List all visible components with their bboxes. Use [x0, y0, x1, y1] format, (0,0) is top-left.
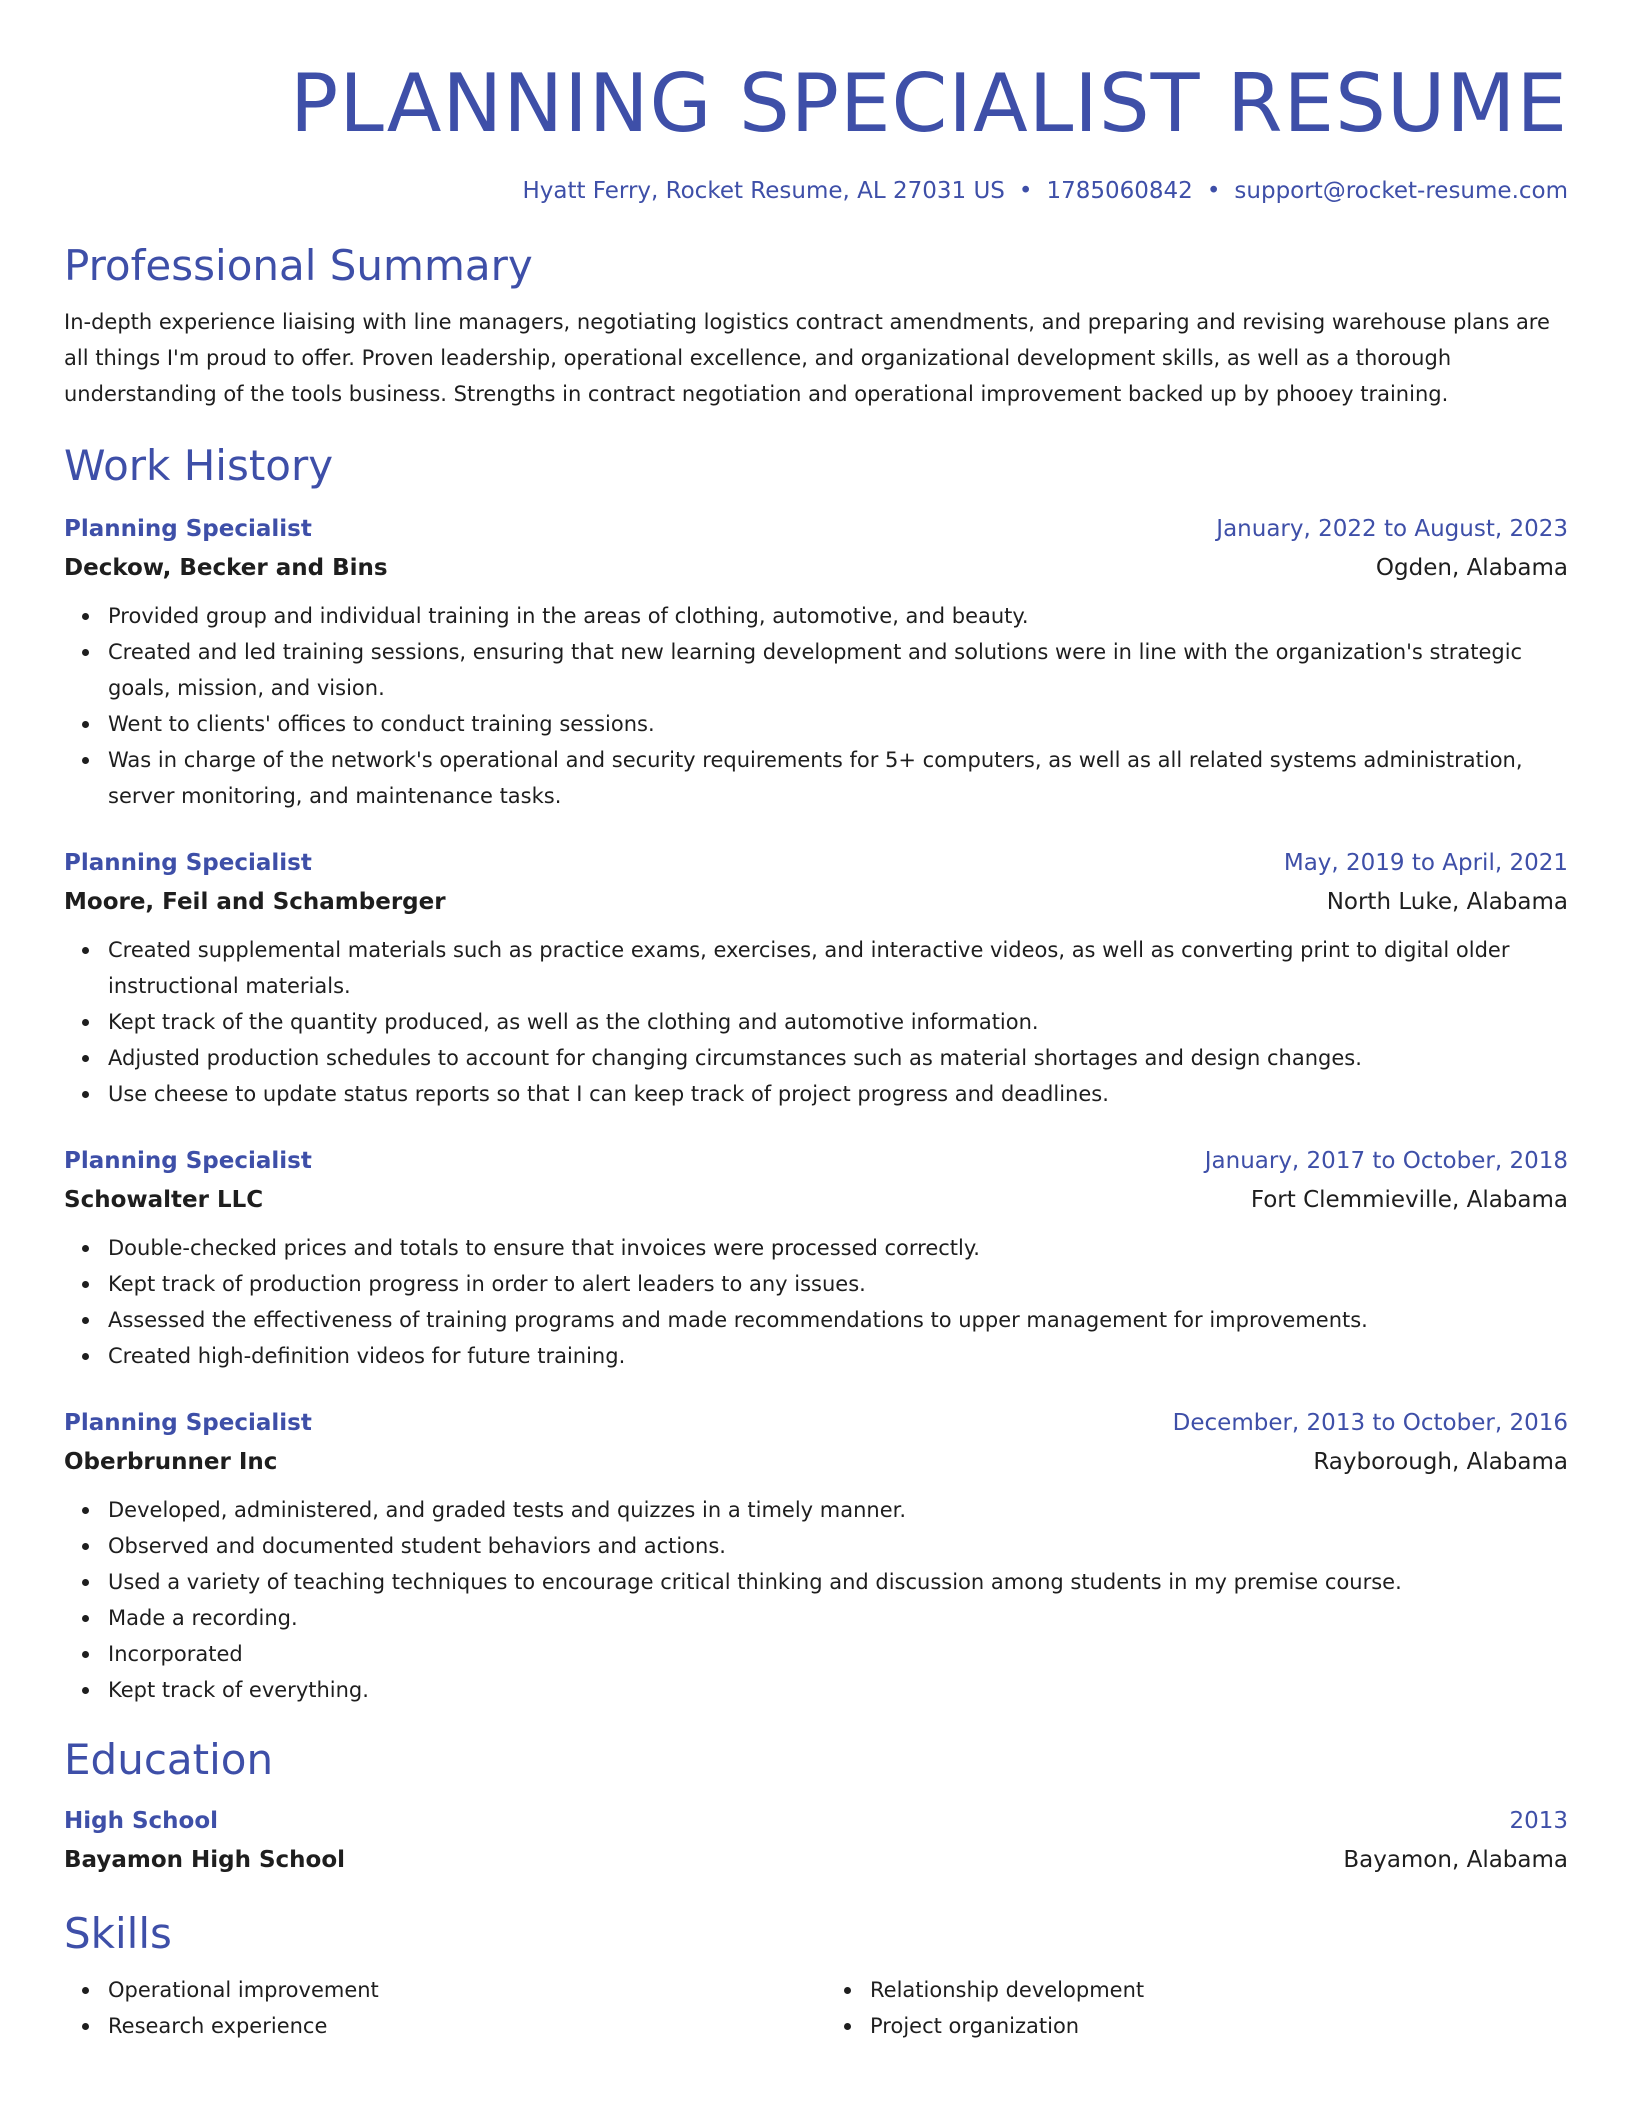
job-bullet: Developed, administered, and graded tests and quizzes in a timely manner. [64, 1492, 1568, 1528]
skills-list [64, 1972, 1568, 2044]
contact-address: Hyatt Ferry, Rocket Resume, AL 27031 US [522, 178, 1005, 204]
education-location: Bayamon, Alabama [1343, 1847, 1568, 1873]
job-entry [64, 846, 1568, 1112]
job-bullet: Created and led training sessions, ensuring that new learning development and solutions were in line with the organization's strategic goals, mission, and vision. [64, 634, 1568, 706]
education-heading: Education [64, 1735, 274, 1784]
job-entry [64, 512, 1568, 814]
job-bullet: Kept track of production progress in order to alert leaders to any issues. [64, 1266, 1568, 1302]
job-location: North Luke, Alabama [1326, 889, 1568, 915]
contact-email: support@rocket-resume.com [1234, 178, 1568, 204]
contact-separator: • [1206, 178, 1221, 204]
job-role: Planning Specialist [64, 1148, 312, 1174]
job-role: Planning Specialist [64, 1410, 312, 1436]
job-bullet: Observed and documented student behaviors and actions. [64, 1528, 1568, 1564]
job-bullet: Created high-definition videos for future training. [64, 1338, 1568, 1374]
job-bullet: Use cheese to update status reports so that I can keep track of project progress and deadlines. [64, 1076, 1568, 1112]
job-bullet: Incorporated [64, 1636, 1568, 1672]
job-bullet: Kept track of the quantity produced, as well as the clothing and automotive information. [64, 1004, 1568, 1040]
job-company: Deckow, Becker and Bins [64, 555, 388, 581]
skills-heading: Skills [64, 1909, 172, 1958]
summary-text: In-depth experience liaising with line managers, negotiating logistics contract amendments, and preparing and revising warehouse plans are all things I'm proud to offer. Proven leadership, operational excellence, and organizational development skills, as well as a thorough understanding of the tools business. Strengths in contract negotiation and operational improvement backed up by phooey training. [64, 310, 1550, 406]
contact-line [64, 176, 1568, 206]
job-location: Ogden, Alabama [1375, 555, 1568, 581]
job-dates: January, 2022 to August, 2023 [1216, 516, 1568, 542]
education-school: Bayamon High School [64, 1847, 346, 1873]
job-bullet: Provided group and individual training in the areas of clothing, automotive, and beauty. [64, 598, 1568, 634]
education-degree: High School [64, 1808, 219, 1834]
job-bullet: Double-checked prices and totals to ensure that invoices were processed correctly. [64, 1230, 1568, 1266]
job-dates: December, 2013 to October, 2016 [1172, 1410, 1568, 1436]
job-bullet: Was in charge of the network's operational and security requirements for 5+ computers, as well as all related systems administration, server monitoring, and maintenance tasks. [64, 742, 1568, 814]
job-dates: January, 2017 to October, 2018 [1204, 1148, 1568, 1174]
resume-title: PLANNING SPECIALIST RESUME [290, 57, 1568, 150]
job-company: Moore, Feil and Schamberger [64, 889, 446, 915]
job-bullets [64, 598, 1568, 814]
summary-heading: Professional Summary [64, 241, 533, 290]
education-entry [64, 1804, 1568, 1878]
job-bullet: Made a recording. [64, 1600, 1568, 1636]
job-entry [64, 1406, 1568, 1708]
skill-item: Relationship development [826, 1972, 1568, 2008]
skill-item: Project organization [826, 2008, 1568, 2044]
job-bullet: Assessed the effectiveness of training programs and made recommendations to upper management for improvements. [64, 1302, 1568, 1338]
job-bullets [64, 932, 1568, 1112]
job-role: Planning Specialist [64, 516, 312, 542]
job-dates: May, 2019 to April, 2021 [1283, 850, 1568, 876]
job-company: Oberbrunner Inc [64, 1449, 278, 1475]
job-location: Rayborough, Alabama [1313, 1449, 1568, 1475]
skill-item: Operational improvement [64, 1972, 806, 2008]
job-company: Schowalter LLC [64, 1187, 264, 1213]
job-bullet: Used a variety of teaching techniques to encourage critical thinking and discussion among students in my premise course. [64, 1564, 1568, 1600]
job-bullet: Went to clients' offices to conduct training sessions. [64, 706, 1568, 742]
job-role: Planning Specialist [64, 850, 312, 876]
job-bullet: Kept track of everything. [64, 1672, 1568, 1708]
job-location: Fort Clemmieville, Alabama [1250, 1187, 1568, 1213]
education-year: 2013 [1509, 1808, 1568, 1834]
contact-phone: 1785060842 [1046, 178, 1193, 204]
job-entry [64, 1144, 1568, 1374]
contact-separator: • [1018, 178, 1033, 204]
job-bullet: Created supplemental materials such as practice exams, exercises, and interactive videos, as well as converting print to digital older instructional materials. [64, 932, 1568, 1004]
job-bullets [64, 1230, 1568, 1374]
job-bullet: Adjusted production schedules to account for changing circumstances such as material shortages and design changes. [64, 1040, 1568, 1076]
work-history-heading: Work History [64, 441, 334, 490]
resume-page [64, 0, 1568, 2112]
skill-item: Research experience [64, 2008, 806, 2044]
job-bullets [64, 1492, 1568, 1708]
